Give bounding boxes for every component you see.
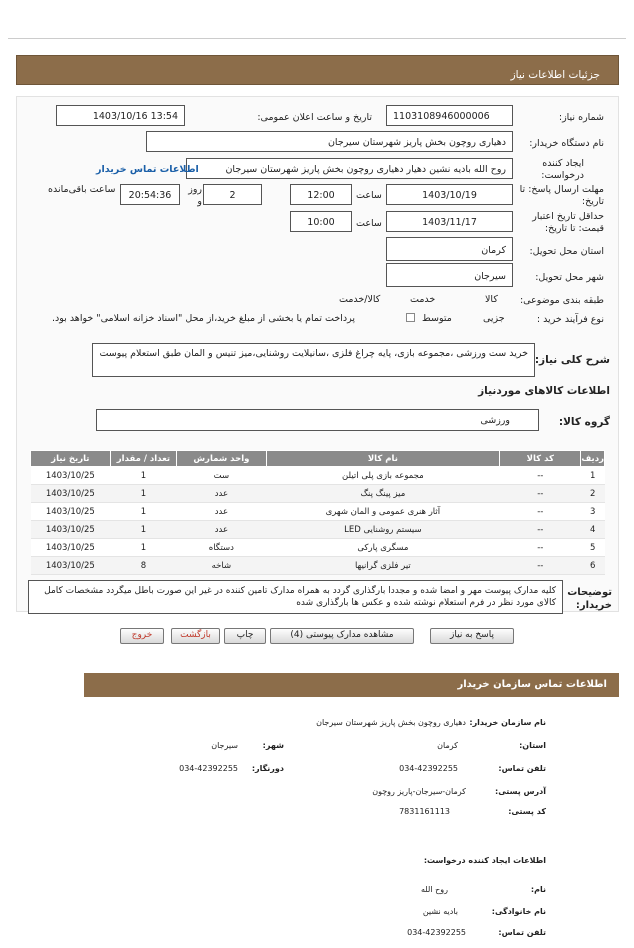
creator-family-value: بادیه نشین [422, 907, 458, 916]
reply-button[interactable]: پاسخ به نیاز [430, 628, 514, 644]
col-date: تاریخ نیاز [31, 451, 111, 467]
process-label: نوع فرآیند خرید : [536, 314, 604, 325]
cell-qty: 1 [110, 485, 177, 503]
contact-address-label: آدرس پستی: [495, 787, 546, 796]
top-divider [8, 38, 626, 39]
goods-group-field[interactable]: ورزشی [96, 409, 539, 431]
view-attachments-button[interactable]: مشاهده مدارک پیوستی (4) [270, 628, 414, 644]
deadline-time-field[interactable]: 12:00 [290, 184, 352, 205]
days-field[interactable]: 2 [203, 184, 262, 205]
creator-phone-value: 034-42392255 [407, 928, 466, 937]
cell-name: مجموعه بازی پلی اتیلن [266, 467, 500, 485]
days-label: روز و [188, 184, 202, 207]
category-goods-label: کالا [485, 294, 498, 305]
validity-time-field[interactable]: 10:00 [290, 211, 352, 232]
contact-phone-value: 034-42392255 [399, 764, 458, 773]
cell-name: آثار هنری عمومی و المان شهری [266, 503, 500, 521]
cell-qty: 1 [110, 539, 177, 557]
contact-phone-label: تلفن تماس: [498, 764, 546, 773]
cell-code: -- [500, 539, 581, 557]
table-row [31, 557, 605, 575]
province-field[interactable]: کرمان [386, 237, 513, 261]
cell-name: سیستم روشنایی LED [266, 521, 500, 539]
cell-qty: 1 [110, 521, 177, 539]
table-row [31, 467, 605, 485]
cell-code: -- [500, 467, 581, 485]
contact-fax-label: دورنگار: [251, 764, 284, 773]
category-both-label: کالا/خدمت [339, 294, 381, 305]
exit-button[interactable]: خروج [120, 628, 164, 644]
cell-name: میز پینگ پنگ [266, 485, 500, 503]
page-title: جزئیات اطلاعات نیاز [510, 69, 600, 81]
col-qty: تعداد / مقدار [110, 451, 177, 467]
contact-province-value: کرمان [437, 741, 458, 750]
summary-field[interactable]: خرید ست ورزشی ،مجموعه بازی، پایه چراغ فلزی ،سانیلایت روشنایی،میز تنیس و المان طبق استعلام پیوست [92, 343, 535, 377]
contact-province-label: استان: [519, 741, 546, 750]
category-label: طبقه بندی موضوعی: [519, 295, 604, 306]
announce-label: تاریخ و ساعت اعلان عمومی: [257, 112, 372, 123]
goods-info-title: اطلاعات کالاهای موردنیاز [478, 385, 610, 397]
page-title-bar [16, 55, 619, 85]
need-number-field[interactable]: 1103108946000006 [386, 105, 513, 126]
creator-name-value: روح الله [420, 885, 448, 894]
buyer-org-label: نام دستگاه خریدار: [529, 138, 604, 149]
cell-code: -- [500, 521, 581, 539]
buyer-notes-label: توضیحات خریدار: [567, 587, 612, 611]
cell-date: 1403/10/25 [31, 467, 111, 485]
cell-row: 4 [581, 521, 605, 539]
print-button[interactable]: چاپ [224, 628, 266, 644]
deadline-time-label: ساعت [356, 190, 382, 201]
buyer-contact-link[interactable]: اطلاعات تماس خریدار [96, 164, 199, 175]
cell-row: 3 [581, 503, 605, 521]
city-label: شهر محل تحویل: [535, 272, 604, 283]
creator-field[interactable]: روح الله بادیه نشین دهیار دهیاری روچون بخش پاریز شهرستان سیرجان [186, 158, 513, 179]
cell-date: 1403/10/25 [31, 557, 111, 575]
buyer-org-field[interactable]: دهیاری روچون بخش پاریز شهرستان سیرجان [146, 131, 513, 152]
contact-city-value: سیرجان [211, 741, 238, 750]
validity-label: حداقل تاریخ اعتبار قیمت: تا تاریخ: [532, 211, 604, 234]
contact-section-header [84, 673, 619, 697]
cell-row: 1 [581, 467, 605, 485]
col-unit: واحد شمارش [177, 451, 266, 467]
table-row [31, 503, 605, 521]
cell-qty: 1 [110, 467, 177, 485]
cell-date: 1403/10/25 [31, 521, 111, 539]
cell-row: 5 [581, 539, 605, 557]
cell-name: مسگری پارکی [266, 539, 500, 557]
creator-label: ایجاد کننده درخواست: [541, 158, 584, 181]
validity-date-field[interactable]: 1403/11/17 [386, 211, 513, 232]
validity-time-label: ساعت [356, 218, 382, 229]
cell-unit: ست [177, 467, 266, 485]
cell-row: 2 [581, 485, 605, 503]
col-code: کد کالا [500, 451, 581, 467]
goods-table [30, 450, 605, 575]
treasury-note: پرداخت تمام یا بخشی از مبلغ خرید،از محل "اسناد خزانه اسلامی" خواهد بود. [52, 313, 355, 324]
contact-city-label: شهر: [262, 741, 284, 750]
announce-field[interactable]: 1403/10/16 13:54 [56, 105, 185, 126]
creator-info-title: اطلاعات ایجاد کننده درخواست: [423, 856, 546, 865]
deadline-date-field[interactable]: 1403/10/19 [386, 184, 513, 205]
contact-postal-label: کد پستی: [508, 807, 546, 816]
cell-code: -- [500, 557, 581, 575]
province-label: استان محل تحویل: [529, 246, 604, 257]
creator-name-label: نام: [530, 885, 546, 894]
contact-address-value: کرمان-سیرجان-پاریز روچون [372, 787, 466, 796]
table-row [31, 539, 605, 557]
cell-unit: عدد [177, 503, 266, 521]
summary-label: شرح کلی نیاز: [534, 354, 610, 366]
cell-unit: عدد [177, 485, 266, 503]
remaining-field[interactable]: 20:54:36 [120, 184, 180, 205]
remaining-label: ساعت باقی‌مانده [48, 184, 116, 195]
col-name: نام کالا [266, 451, 500, 467]
cell-name: تیر فلزی گرانیها [266, 557, 500, 575]
table-row [31, 521, 605, 539]
buyer-notes-field[interactable]: کلیه مدارک پیوست مهر و امضا شده و مجددا بارگذاری گردد به همراه مدارک تامین کننده در غیر این صورت باطل میگردد مشخصات کامل کالای مورد نظر در فرم استعلام نوشته شده و عکس ها بارگذاری شده [28, 580, 563, 614]
cell-date: 1403/10/25 [31, 539, 111, 557]
cell-unit: دستگاه [177, 539, 266, 557]
creator-phone-label: تلفن تماس: [498, 928, 546, 937]
cell-unit: شاخه [177, 557, 266, 575]
cell-date: 1403/10/25 [31, 485, 111, 503]
goods-group-label: گروه کالا: [558, 416, 610, 428]
cell-date: 1403/10/25 [31, 503, 111, 521]
creator-family-label: نام خانوادگی: [491, 907, 546, 916]
category-service-label: خدمت [410, 294, 436, 305]
process-minor-label: جزیی [483, 313, 505, 324]
deadline-label: مهلت ارسال پاسخ: تا تاریخ: [519, 184, 604, 207]
contact-fax-value: 034-42392255 [179, 764, 238, 773]
treasury-checkbox[interactable] [406, 313, 415, 322]
contact-org-label: نام سازمان خریدار: [469, 718, 546, 727]
process-medium-label: متوسط [422, 313, 452, 324]
cell-code: -- [500, 503, 581, 521]
cell-qty: 8 [110, 557, 177, 575]
need-number-label: شماره نیاز: [558, 112, 604, 123]
cell-code: -- [500, 485, 581, 503]
table-row [31, 485, 605, 503]
back-button[interactable]: بازگشت [171, 628, 220, 644]
contact-org-value: دهیاری روچون بخش پاریز شهرستان سیرجان [316, 718, 466, 727]
cell-qty: 1 [110, 503, 177, 521]
cell-row: 6 [581, 557, 605, 575]
contact-postal-value: 7831161113 [399, 807, 450, 816]
contact-section-title: اطلاعات تماس سازمان خریدار [457, 679, 607, 690]
col-row: ردیف [581, 451, 605, 467]
cell-unit: عدد [177, 521, 266, 539]
city-field[interactable]: سیرجان [386, 263, 513, 287]
